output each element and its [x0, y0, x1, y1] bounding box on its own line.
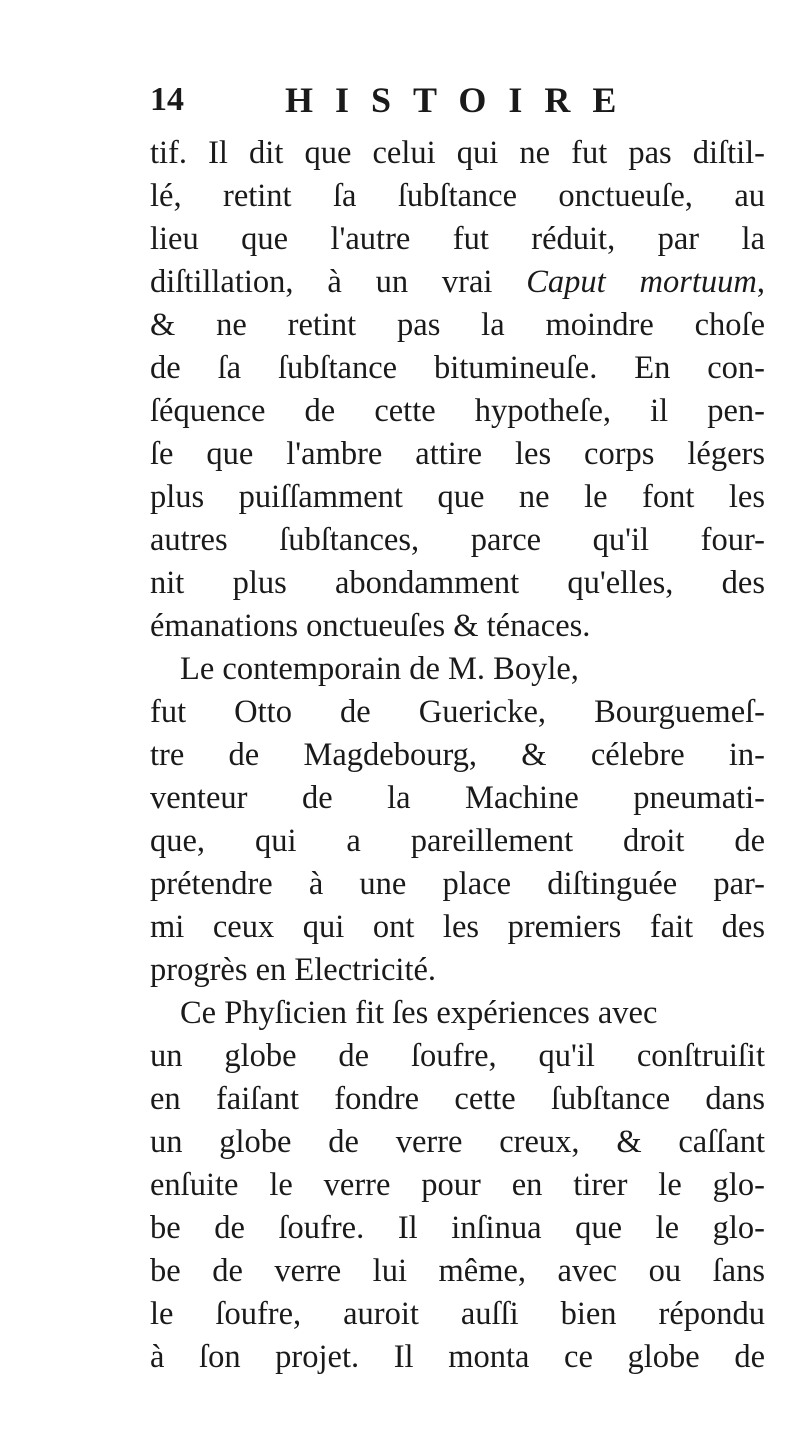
text-line: à ſon projet. Il monta ce globe de [150, 1339, 765, 1375]
text-segment: diſtillation, à un vrai [150, 264, 527, 300]
running-head [150, 75, 750, 125]
text-line: que, qui a pareillement droit de [150, 823, 765, 859]
text-line: en faiſant fondre cette ſubſtance dans [150, 1081, 765, 1117]
text-line: mi ceux qui ont les premiers fait des [150, 909, 765, 945]
text-line: autres ſubſtances, parce qu'il four- [150, 522, 765, 558]
text-line: tre de Magdebourg, & célebre in- [150, 737, 765, 773]
text-line: prétendre à une place diſtinguée par- [150, 866, 765, 902]
text-line: nit plus abondamment qu'elles, des [150, 565, 765, 601]
text-line: ſéquence de cette hypotheſe, il pen- [150, 393, 765, 429]
body-text [150, 132, 765, 1379]
text-line: émanations onctueuſes & ténaces. [150, 608, 591, 644]
text-line: & ne retint pas la moindre choſe [150, 307, 765, 343]
text-line: de ſa ſubſtance bitumineuſe. En con- [150, 350, 765, 386]
text-line: venteur de la Machine pneumati- [150, 780, 765, 816]
text-line: plus puiſſamment que ne le font les [150, 479, 765, 515]
text-line: un globe de verre creux, & caſſant [150, 1124, 765, 1160]
text-line: lé, retint ſa ſubſtance onctueuſe, au [150, 178, 765, 214]
text-line: tif. Il dit que celui qui ne fut pas diſtil- [150, 135, 765, 171]
text-line: fut Otto de Guericke, Bourguemeſ- [150, 694, 765, 730]
page-number: 14 [150, 81, 184, 118]
text-line: un globe de ſoufre, qu'il conſtruiſit [150, 1038, 765, 1074]
text-line: progrès en Electricité. [150, 952, 437, 988]
text-line-with-italic [150, 261, 765, 304]
text-line: enſuite le verre pour en tirer le glo- [150, 1167, 765, 1203]
running-title: HISTOIRE [285, 80, 639, 120]
text-line: ſe que l'ambre attire les corps légers [150, 436, 765, 472]
text-line: le ſoufre, auroit auſſi bien répondu [150, 1296, 765, 1332]
italic-phrase: Caput mortuum [526, 264, 757, 300]
text-line: lieu que l'autre fut réduit, par la [150, 221, 765, 257]
text-segment: , [756, 264, 765, 300]
paragraph-start: Ce Phyſicien fit ſes expériences avec [180, 995, 658, 1031]
text-line: be de verre lui même, avec ou ſans [150, 1253, 765, 1289]
paragraph-start: Le contemporain de M. Boyle, [180, 651, 579, 687]
text-line: be de ſoufre. Il inſinua que le glo- [150, 1210, 765, 1246]
